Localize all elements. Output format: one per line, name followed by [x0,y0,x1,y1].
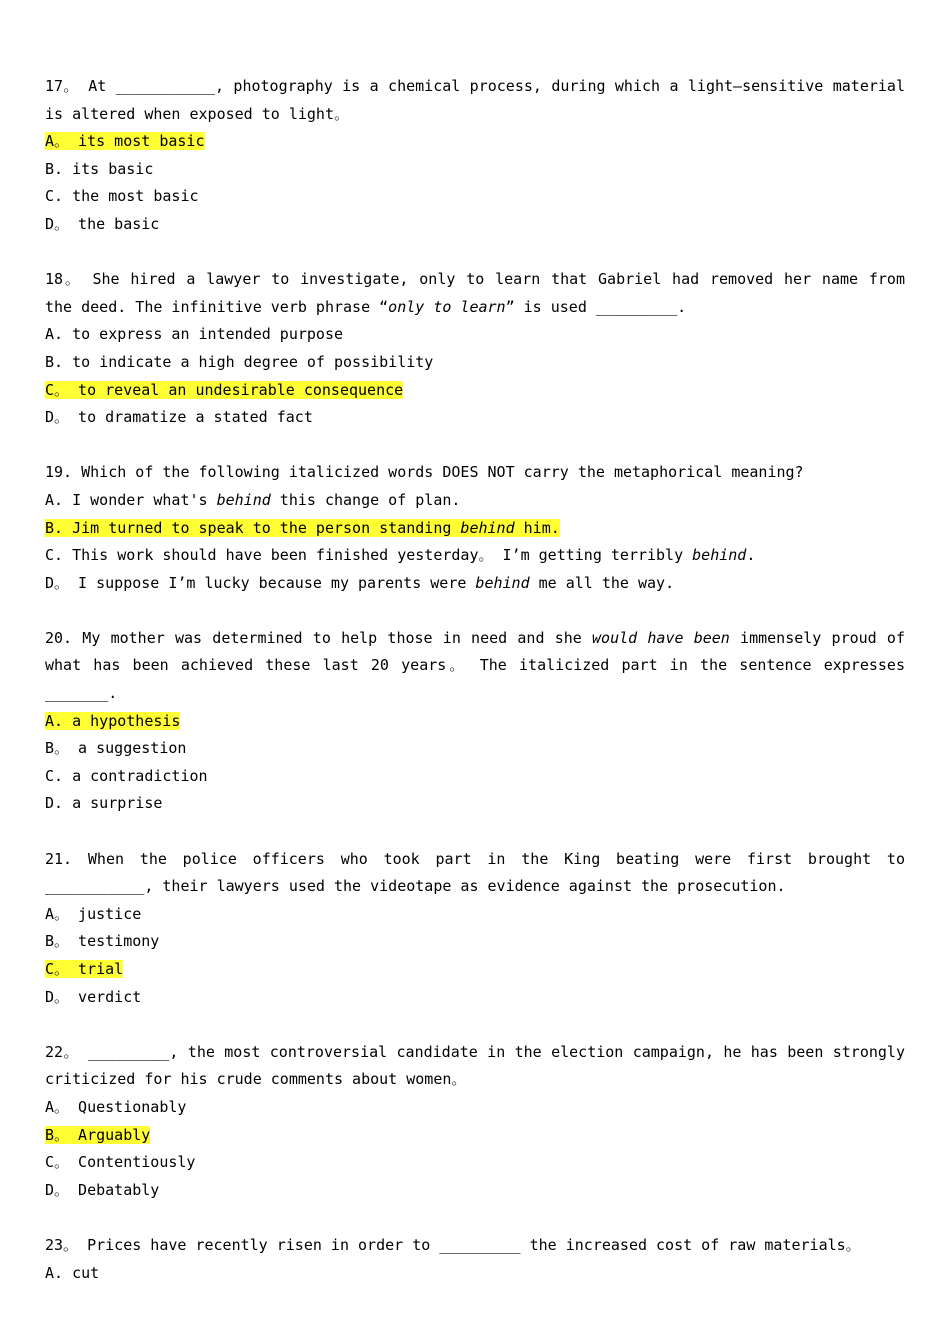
option-d [45,570,905,598]
question-19 [45,459,905,597]
option-a-highlighted: A。 its most basic [45,132,205,151]
option-c [45,542,905,570]
option-text: . [746,546,756,565]
question-stem: 21. When the police officers who took part in the King beating were first brought to ___________, their lawyers used the videotape as evidence against the prosecution. [45,849,905,896]
option-a [45,487,905,515]
document-page [45,73,905,1315]
option-c-highlighted: C。 to reveal an undesirable consequence [45,380,404,399]
question-21 [45,846,905,1012]
option-a: A。 justice [45,904,142,923]
question-22 [45,1039,905,1205]
option-b: B. its basic [45,159,154,178]
option-b-highlighted: B。 Arguably [45,1125,151,1144]
option-a-highlighted: A. a hypothesis [45,711,181,730]
italic-word: behind [692,546,747,565]
question-stem: 22。 _________, the most controversial candidate in the election campaign, he has been strongly criticized for his crude comments about women。 [45,1042,905,1089]
option-text: A. I wonder what's [45,490,217,509]
option-c: C. a contradiction [45,766,208,785]
option-text: D。 I suppose I’m lucky because my parents were [45,573,476,592]
option-b: B. to indicate a high degree of possibility [45,352,434,371]
option-d: D。 verdict [45,987,142,1006]
option-d: D。 Debatably [45,1180,160,1199]
question-18 [45,266,905,432]
option-d: D。 the basic [45,214,160,233]
option-text: him. [514,518,560,537]
stem-text: 18。 She hired a lawyer to investigate, only to learn that Gabriel had removed her name from the deed. The infinitive verb phrase “ [45,270,905,316]
option-d: D。 to dramatize a stated fact [45,408,313,427]
option-c-highlighted: C。 trial [45,960,124,978]
option-a: A. cut [45,1263,100,1282]
option-b: B。 testimony [45,932,160,951]
stem-text: ” is used _________. [505,297,687,316]
question-20 [45,625,905,818]
question-stem [45,625,905,708]
option-c: C。 Contentiously [45,1153,196,1172]
stem-text: 20. My mother was determined to help those in need and she [45,628,593,647]
italic-word: behind [216,490,271,509]
italic-phrase: only to learn [388,297,506,316]
option-text: this change of plan. [270,490,461,509]
stem-text: immensely proud of what has been achieved these last 20 years。 The italicized part in the sentence expresses _______. [45,628,905,703]
option-c: C. the most basic [45,187,199,206]
option-d: D. a surprise [45,794,163,813]
option-b: B。 a suggestion [45,739,187,758]
option-text: C. This work should have been finished yesterday。 I’m getting terribly [45,546,693,565]
question-23 [45,1232,905,1287]
italic-phrase: would have been [592,628,730,647]
question-stem [45,266,905,321]
question-stem: 23。 Prices have recently risen in order to _________ the increased cost of raw materials。 [45,1235,861,1254]
option-a: A. to express an intended purpose [45,325,344,344]
italic-word: behind [460,518,515,537]
option-text: me all the way. [529,573,675,592]
option-b-highlighted [45,515,905,543]
italic-word: behind [475,573,530,592]
question-stem: 19. Which of the following italicized words DOES NOT carry the metaphorical meaning? [45,463,804,482]
question-17 [45,73,905,239]
question-stem: 17。 At ___________, photography is a chemical process, during which a light—sensitive material is altered when exposed to light。 [45,77,905,123]
option-text: B. Jim turned to speak to the person standing [45,518,461,537]
option-a: A。 Questionably [45,1097,187,1116]
